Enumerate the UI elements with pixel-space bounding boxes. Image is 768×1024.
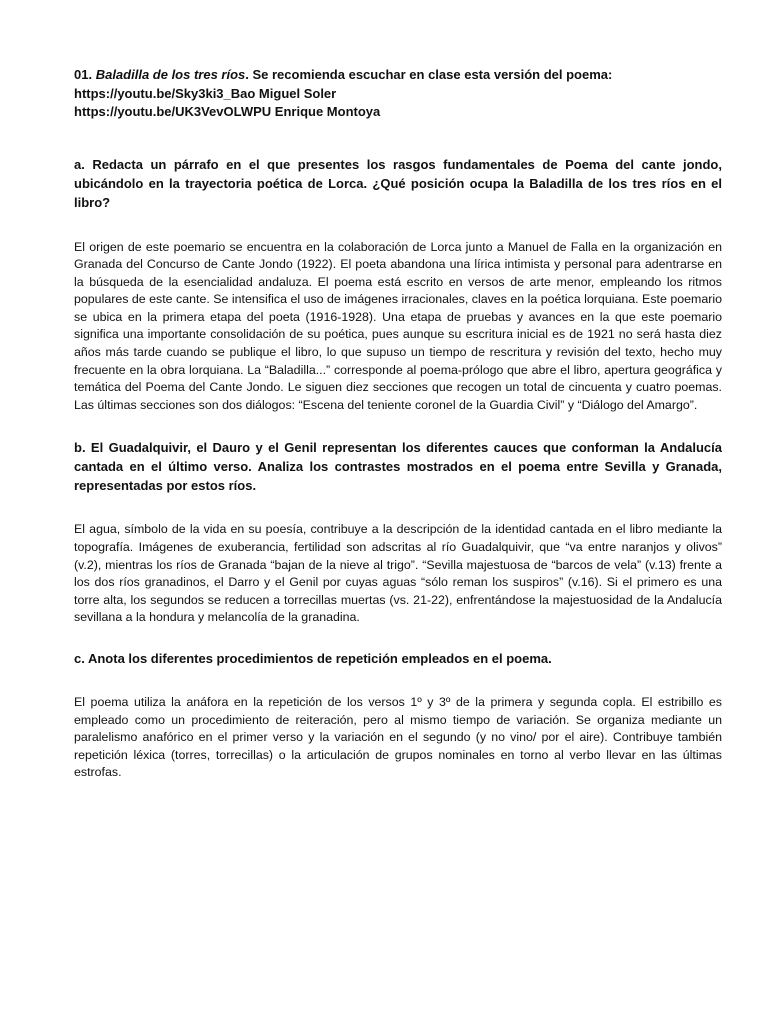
- question-a: a. Redacta un párrafo en el que presentes los rasgos fundamentales de Poema del cante jondo, ubicándolo en la trayectoria poética de Lorca. ¿Qué posición ocupa la Baladilla de los tres ríos en el libro?: [74, 156, 722, 210]
- intro-text: . Se recomienda escuchar en clase esta versión del poema:: [245, 67, 613, 82]
- poem-title: Baladilla de los tres ríos: [95, 67, 246, 82]
- exercise-number: 01.: [74, 67, 93, 82]
- document-page: [74, 66, 722, 782]
- video-link-miguel-soler[interactable]: https://youtu.be/Sky3ki3_Bao Miguel Soler: [74, 85, 337, 101]
- answer-b: El agua, símbolo de la vida en su poesía, contribuye a la descripción de la identidad cantada en el libro mediante la topografía. Imágenes de exuberancia, fertilidad son adscritas al río Guadalquivir, que “va entre naranjos y olivos” (v.2), mientras los ríos de Granada “bajan de la nieve al trigo”. “Sevilla majestuosa de “barcos de vela” (v.13) frente a los dos ríos granadinos, el Darro y el Genil por cuyas aguas “sólo reman los suspiros” (v.16). Si el primero es una torre alta, los segundos se reducen a torrecillas muertas (vs. 21-22), enfrentándose la majestuosidad de la Andalucía sevillana a la hondura y melancolía de la granadina.: [74, 522, 722, 625]
- answer-a: El origen de este poemario se encuentra en la colaboración de Lorca junto a Manuel de Falla en la organización en Granada del Concurso de Cante Jondo (1922). El poeta abandona una lírica intimista y personal para adentrarse en la búsqueda de la esencialidad andaluza. El poema está escrito en versos de arte menor, empleando los ritmos populares de este cante. Se intensifica el uso de imágenes irracionales, claves en la poética lorquiana. Este poemario se ubica en la primera etapa del poeta (1916-1928). Una etapa de pruebas y avances en la que este poemario significa una importante consolidación de su poética, pues aunque su escritura inicial es de 1921 no será hasta diez años más tarde cuando se publique el libro, lo que supuso un tiempo de rescritura y revisión del texto, hecho muy frecuente en la obra lorquiana. La “Baladilla...” corresponde al poema-prólogo que abre el libro, apertura geográfica y temática del Poema del Cante Jondo. Le siguen diez secciones que recogen un total de cincuenta y cuatro poemas. Las últimas secciones son dos diálogos: “Escena del teniente coronel de la Guardia Civil” y “Diálogo del Amargo”.: [74, 239, 722, 412]
- exercise-header: [74, 66, 722, 122]
- question-c: c. Anota los diferentes procedimientos de repetición empleados en el poema.: [74, 651, 552, 666]
- question-b: b. El Guadalquivir, el Dauro y el Genil representan los diferentes cauces que conforman la Andalucía cantada en el último verso. Analiza los contrastes mostrados en el poema entre Sevilla y Granada, representadas por estos ríos.: [74, 440, 722, 494]
- exercise-intro: [74, 66, 722, 85]
- video-link-enrique-montoya[interactable]: https://youtu.be/UK3VevOLWPU Enrique Montoya: [74, 104, 381, 119]
- answer-c: El poema utiliza la anáfora en la repetición de los versos 1º y 3º de la primera y segunda copla. El estribillo es empleado como un procedimiento de reiteración, pero al mismo tiempo de variación. Se organiza mediante un paralelismo anafórico en el primer verso y la variación en el segundo (y no vino/ por el aire). Contribuye también repetición léxica (torres, torrecillas) o la articulación de grupos nominales en torno al verbo llevar en las últimas estrofas.: [74, 695, 722, 780]
